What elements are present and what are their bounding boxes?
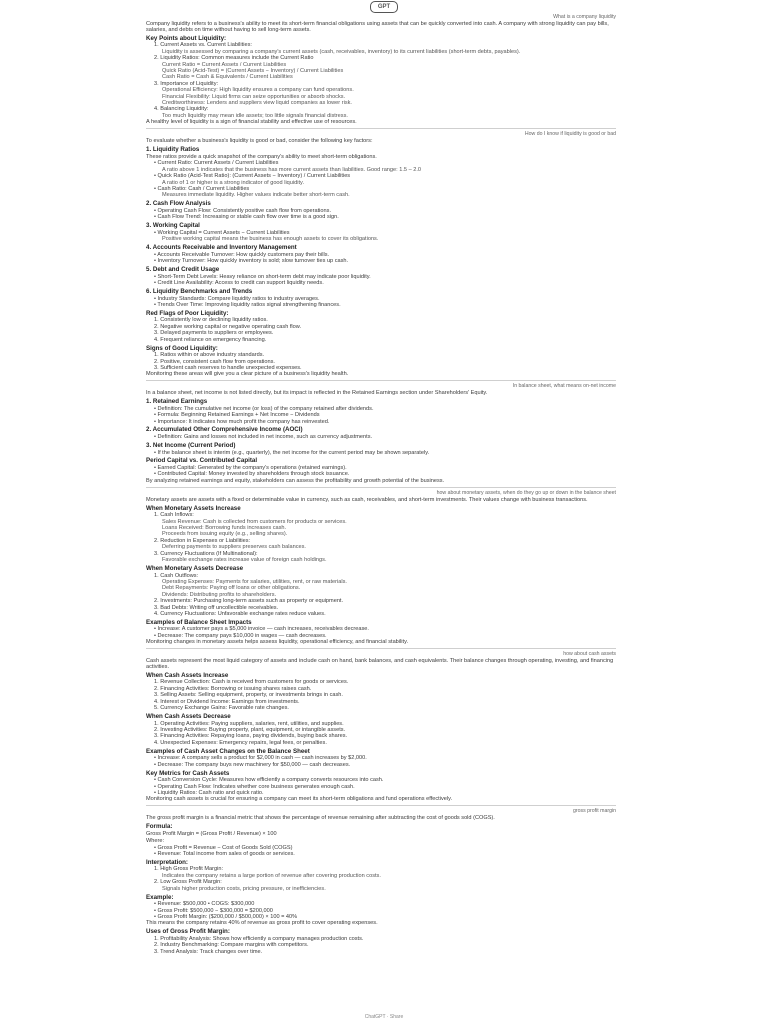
assistant-answer	[146, 498, 616, 647]
answer-list-item: Current Ratio = Current Assets / Current Liabilities	[162, 61, 287, 68]
answer-list-item: 2. Investments: Purchasing long-term assets such as property or equipment.	[154, 598, 344, 605]
answer-list-item: Dividends: Distributing profits to shareholders.	[162, 591, 277, 598]
answer-heading: When Cash Assets Increase	[146, 671, 229, 679]
answer-heading: Formula:	[146, 823, 173, 831]
answer-paragraph: Monitoring changes in monetary assets helps assess liquidity, operational efficiency, and financial stability.	[146, 639, 409, 646]
answer-list-item: Positive working capital means the business has enough assets to cover its obligations.	[162, 236, 379, 243]
answer-heading: 3. Working Capital	[146, 222, 200, 230]
answer-list-item: • Revenue: $500,000 • COGS: $300,000	[154, 901, 255, 908]
user-question: How do I know if liquidity is good or bad	[524, 131, 616, 138]
answer-heading: When Cash Assets Decrease	[146, 713, 231, 720]
answer-list-item: • Cash Flow Trend: Increasing or stable cash flow over time is a good sign.	[154, 214, 339, 221]
message-section	[146, 15, 616, 129]
answer-heading: Key Points about Liquidity:	[146, 34, 227, 42]
answer-list-item: • Importance: It indicates how much profit the company has reinvested.	[154, 418, 330, 425]
answer-list-item: 1. High Gross Profit Margin:	[154, 866, 224, 873]
answer-list-item: Cash Ratio = Cash & Equivalents / Current Liabilities	[162, 74, 293, 81]
answer-list-item: Financial Flexibility: Liquid firms can seize opportunities or absorb shocks.	[162, 93, 346, 100]
answer-list-item: • Operating Cash Flow: Consistently positive cash flow from operations.	[154, 207, 331, 214]
answer-paragraph: Where:	[146, 837, 165, 844]
answer-list-item: 3. Currency Fluctuations (If Multinational):	[154, 550, 258, 557]
section-divider	[146, 487, 616, 488]
answer-list-item: 1. Operating Activities: Paying suppliers, salaries, rent, utilities, and supplies.	[154, 720, 344, 727]
answer-paragraph: Cash assets represent the most liquid category of assets and include cash on hand, bank balances, and cash equivalents. Their balance changes through operating, investing, and financing activities.	[146, 658, 614, 670]
answer-list-item: • If the balance sheet is interim (e.g., quarterly), the net income for the current period may be shown separately.	[154, 449, 430, 456]
answer-list-item: 2. Low Gross Profit Margin:	[154, 879, 222, 886]
answer-list-item: 1. Current Assets vs. Current Liabilities:	[154, 42, 252, 49]
answer-list-item: 3. Delayed payments to suppliers or employees.	[154, 330, 274, 337]
answer-list-item: 4. Unexpected Expenses: Emergency repairs, legal fees, or penalties.	[154, 739, 327, 746]
app-header	[0, 0, 768, 14]
answer-paragraph: Monitoring cash assets is crucial for ensuring a company can meet its short-term obligations and fund operations effectively.	[146, 796, 453, 803]
answer-list-item: 1. Consistently low or declining liquidity ratios.	[154, 317, 268, 324]
answer-heading: Examples of Cash Asset Changes on the Balance Sheet	[146, 747, 310, 755]
user-question: In balance sheet, what means on-net income	[512, 383, 616, 390]
answer-list-item: 3. Selling Assets: Selling equipment, property, or investments brings in cash.	[154, 692, 343, 699]
answer-list-item: 4. Balancing Liquidity:	[154, 106, 209, 113]
answer-list-item: 3. Importance of Liquidity:	[154, 80, 219, 87]
answer-list-item: 4. Frequent reliance on emergency financing.	[154, 336, 267, 343]
assistant-answer	[146, 659, 616, 803]
answer-list-item: 2. Financing Activities: Borrowing or issuing shares raises cash.	[154, 685, 312, 692]
answer-list-item: • Increase: A customer pays a $5,000 invoice — cash increases, receivables decrease.	[154, 626, 369, 633]
answer-paragraph: Gross Profit Margin = (Gross Profit / Revenue) × 100	[146, 830, 277, 837]
answer-list-item: Operating Expenses: Payments for salaries, utilities, rent, or raw materials.	[162, 578, 347, 585]
answer-list-item: • Inventory Turnover: How quickly inventory is sold; slow turnover ties up cash.	[154, 258, 349, 265]
answer-heading: When Monetary Assets Decrease	[146, 564, 244, 572]
answer-list-item: 3. Trend Analysis: Track changes over time.	[154, 948, 263, 955]
answer-heading: Interpretation:	[146, 858, 188, 866]
footer-label: ChatGPT · Share	[364, 1014, 404, 1020]
answer-list-item: 2. Reduction in Expenses or Liabilities:	[154, 537, 251, 544]
section-divider	[146, 648, 616, 649]
answer-list-item: 2. Industry Benchmarking: Compare margins with competitors.	[154, 942, 309, 949]
answer-list-item: 1. Revenue Collection: Cash is received from customers for goods or services.	[154, 679, 349, 686]
answer-paragraph: Monitoring these areas will give you a clear picture of a business's liquidity health.	[146, 371, 349, 378]
answer-heading: 4. Accounts Receivable and Inventory Management	[146, 244, 297, 252]
answer-heading: 2. Accumulated Other Comprehensive Income (AOCI)	[146, 426, 303, 434]
message-section	[146, 132, 616, 381]
answer-list-item: Loans Received: Borrowing funds increases cash.	[162, 524, 287, 531]
answer-list-item: Deferring payments to suppliers preserves cash balances.	[162, 544, 306, 551]
answer-heading: 3. Net Income (Current Period)	[146, 441, 236, 449]
answer-heading: Examples of Balance Sheet Impacts	[146, 618, 252, 626]
section-divider	[146, 128, 616, 129]
answer-paragraph: This means the company retains 40% of revenue as gross profit to cover operating expenses.	[146, 920, 378, 927]
answer-paragraph: These ratios provide a quick snapshot of the company's ability to meet short-term obligations.	[146, 153, 377, 160]
answer-list-item: • Definition: The cumulative net income (or loss) of the company retained after dividends.	[154, 405, 374, 412]
answer-list-item: Favorable exchange rates increase value of foreign cash holdings.	[162, 557, 327, 563]
answer-heading: 5. Debt and Credit Usage	[146, 266, 220, 274]
answer-list-item: • Definition: Gains and losses not included in net income, such as currency adjustments.	[154, 434, 373, 441]
answer-list-item: Too much liquidity may mean idle assets; too little signals financial distress.	[162, 112, 348, 119]
answer-heading: Uses of Gross Profit Margin:	[146, 928, 230, 936]
answer-list-item: Creditworthiness: Lenders and suppliers view liquid companies as lower risk.	[162, 99, 352, 106]
answer-list-item: 4. Interest or Dividend Income: Earnings from investments.	[154, 698, 300, 705]
section-divider	[146, 380, 616, 381]
answer-list-item: • Short-Term Debt Levels: Heavy reliance on short-term debt may indicate poor liquidity.	[154, 273, 371, 280]
user-question: What is a company liquidity	[553, 14, 616, 20]
user-question: how about cash assets	[563, 651, 616, 658]
answer-list-item: 3. Financing Activities: Repaying loans, paying dividends, buying back shares.	[154, 733, 348, 740]
answer-heading: 2. Cash Flow Analysis	[146, 200, 211, 208]
answer-heading: 1. Retained Earnings	[146, 398, 208, 406]
answer-list-item: 5. Currency Exchange Gains: Favorable rate changes.	[154, 705, 289, 712]
answer-list-item: 3. Bad Debts: Writing off uncollectible receivables.	[154, 604, 279, 611]
answer-list-item: • Credit Line Availability: Access to credit can support liquidity needs.	[154, 280, 324, 287]
answer-list-item: • Cash Ratio: Cash / Current Liabilities	[154, 186, 250, 193]
answer-paragraph: A healthy level of liquidity is a sign of financial stability and effective use of resources.	[146, 119, 357, 126]
answer-heading: Example:	[146, 893, 174, 901]
answer-list-item: Quick Ratio (Acid-Test) = (Current Assets − Inventory) / Current Liabilities	[162, 67, 344, 74]
answer-paragraph: In a balance sheet, net income is not listed directly, but its impact is reflected in the Retained Earnings section under Shareholders' Equity.	[146, 390, 488, 397]
answer-list-item: • Liquidity Ratios: Cash ratio and quick ratio.	[154, 790, 264, 797]
answer-heading: When Monetary Assets Increase	[146, 504, 241, 512]
answer-list-item: Sales Revenue: Cash is collected from customers for products or services.	[162, 518, 347, 525]
assistant-answer	[146, 391, 616, 485]
answer-list-item: • Decrease: The company pays $10,000 in wages — cash decreases.	[154, 632, 327, 639]
answer-heading: 1. Liquidity Ratios	[146, 145, 200, 153]
answer-list-item: • Gross Profit: $500,000 − $300,000 = $200,000	[154, 907, 273, 914]
answer-list-item: 1. Cash Outflows:	[154, 572, 199, 579]
logo-icon[interactable]: GPT	[370, 1, 398, 13]
conversation-log	[146, 14, 616, 959]
answer-list-item: • Revenue: Total income from sales of goods or services.	[154, 850, 295, 857]
answer-list-item: Operational Efficiency: High liquidity ensures a company can fund operations.	[162, 87, 354, 94]
answer-heading: Signs of Good Liquidity:	[146, 344, 218, 352]
answer-list-item: • Gross Profit = Revenue − Cost of Goods Sold (COGS)	[154, 844, 293, 851]
answer-list-item: Proceeds from issuing equity (e.g., selling shares).	[162, 531, 288, 538]
answer-list-item: Measures immediate liquidity. Higher values indicate better short-term cash.	[162, 192, 350, 199]
answer-list-item: Signals higher production costs, pricing pressure, or inefficiencies.	[162, 885, 326, 892]
answer-list-item: 2. Investing Activities: Buying property, plant, equipment, or intangible assets.	[154, 727, 346, 733]
answer-list-item: • Quick Ratio (Acid-Test Ratio): (Current Assets − Inventory) / Current Liabilities	[154, 173, 351, 180]
answer-list-item: Liquidity is assessed by comparing a company's current assets (cash, receivables, inventory) to its current liabilities (short-term debts, payables).	[162, 48, 521, 55]
answer-list-item: 1. Profitability Analysis: Shows how efficiently a company manages production costs.	[154, 935, 364, 942]
answer-heading: 6. Liquidity Benchmarks and Trends	[146, 287, 253, 295]
answer-paragraph: To evaluate whether a business's liquidity is good or bad, consider the following key factors:	[146, 138, 373, 144]
answer-list-item: • Decrease: The company buys new machinery for $50,000 — cash decreases.	[154, 761, 351, 768]
answer-list-item: A ratio above 1 indicates that the business has more current assets than liabilities. Good range: 1.5 – 2.0	[162, 166, 422, 173]
answer-list-item: A ratio of 1 or higher is a strong indicator of good liquidity.	[162, 179, 304, 186]
answer-list-item: • Current Ratio: Current Assets / Current Liabilities	[154, 160, 279, 167]
answer-list-item: • Cash Conversion Cycle: Measures how efficiently a company converts resources into cash.	[154, 777, 384, 784]
answer-list-item: • Working Capital = Current Assets − Current Liabilities	[154, 229, 290, 236]
section-divider	[146, 805, 616, 806]
answer-list-item: • Trends Over Time: Improving liquidity ratios signal strengthening finances.	[154, 301, 341, 308]
answer-list-item: • Industry Standards: Compare liquidity ratios to industry averages.	[154, 295, 320, 302]
message-section	[146, 809, 616, 955]
assistant-answer	[146, 139, 616, 378]
answer-list-item: • Accounts Receivable Turnover: How quickly customers pay their bills.	[154, 251, 330, 258]
answer-list-item: • Contributed Capital: Money invested by shareholders through stock issuance.	[154, 471, 350, 478]
assistant-answer	[146, 22, 616, 126]
answer-heading: Period Capital vs. Contributed Capital	[146, 457, 258, 465]
answer-paragraph: Company liquidity refers to a business's ability to meet its short-term financial obligations using assets that can be quickly converted into cash. A company with strong liquidity can pay bills, salaries, and debts on time without having to sell long-term assets.	[146, 20, 609, 33]
answer-heading: Key Metrics for Cash Assets	[146, 769, 230, 777]
user-question: gross profit margin	[573, 808, 616, 815]
answer-list-item: 2. Positive, consistent cash flow from operations.	[154, 358, 275, 365]
answer-heading: Red Flags of Poor Liquidity:	[146, 309, 229, 317]
answer-list-item: • Operating Cash Flow: Indicates whether core business generates enough cash.	[154, 783, 355, 790]
answer-paragraph: Monetary assets are assets with a fixed or determinable value in currency, such as cash, receivables, and short-term investments. Their values change with business transactions.	[146, 496, 588, 503]
answer-list-item: • Increase: A company sells a product for $2,000 in cash — cash increases by $2,000.	[154, 755, 367, 762]
answer-list-item: 1. Ratios within or above industry standards.	[154, 352, 265, 359]
answer-list-item: 4. Currency Fluctuations: Unfavorable exchange rates reduce values.	[154, 610, 326, 617]
assistant-answer	[146, 816, 616, 955]
message-section	[146, 384, 616, 487]
answer-paragraph: By analyzing retained earnings and equity, stakeholders can assess the profitability and growth potential of the business.	[146, 477, 445, 484]
user-question: how about monetary assets, when do they go up or down in the balance sheet	[436, 489, 616, 496]
message-section	[146, 652, 616, 806]
answer-list-item: 3. Sufficient cash reserves to handle unexpected expenses.	[154, 365, 302, 371]
answer-list-item: 2. Negative working capital or negative operating cash flow.	[154, 323, 302, 330]
answer-list-item: Debt Repayments: Paying off loans or other obligations.	[162, 585, 301, 592]
answer-list-item: 1. Cash Inflows:	[154, 512, 194, 519]
answer-paragraph: The gross profit margin is a financial metric that shows the percentage of revenue remaining after subtracting the cost of goods sold (COGS).	[146, 815, 495, 822]
answer-list-item: Indicates the company retains a large portion of revenue after covering production costs.	[162, 872, 381, 879]
answer-list-item: • Gross Profit Margin: ($200,000 / $500,000) × 100 = 40%	[154, 914, 298, 920]
answer-list-item: 2. Liquidity Ratios: Common measures include the Current Ratio	[154, 55, 314, 62]
answer-list-item: • Formula: Beginning Retained Earnings + Net Income − Dividends	[154, 412, 320, 419]
answer-list-item: • Earned Capital: Generated by the company's operations (retained earnings).	[154, 465, 347, 472]
message-section	[146, 491, 616, 649]
